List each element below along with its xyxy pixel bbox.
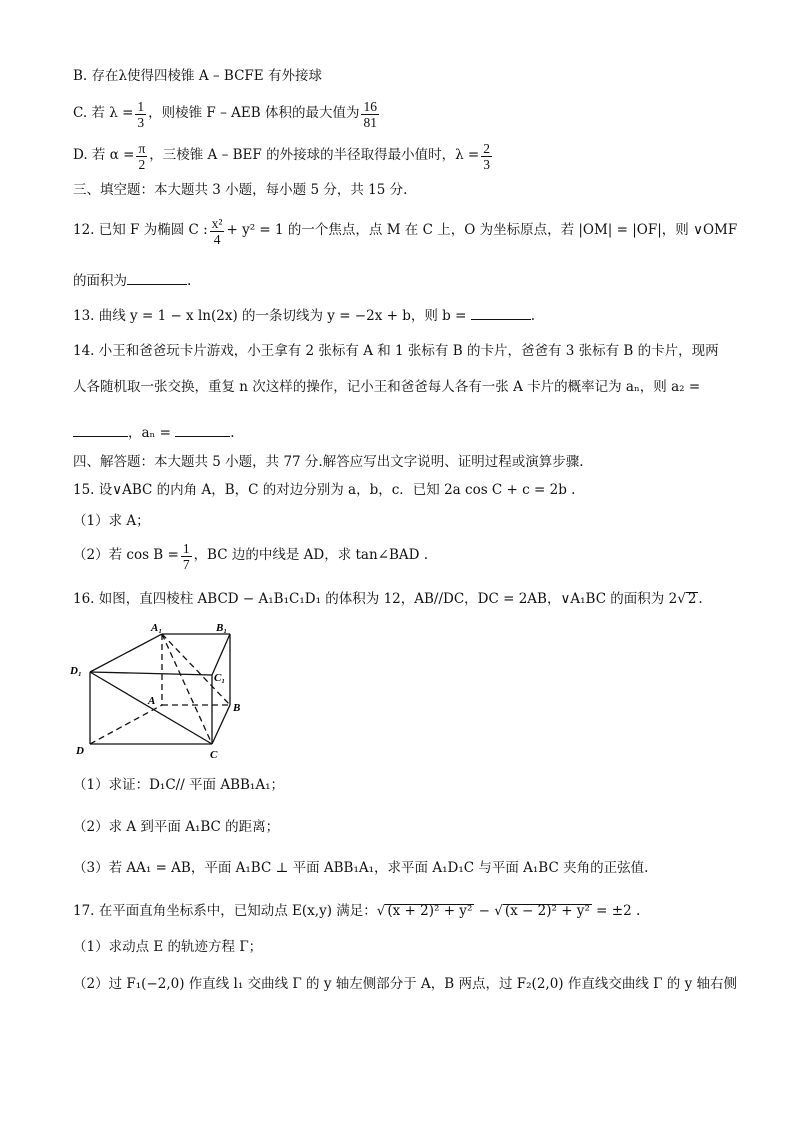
frac-num: 16 bbox=[363, 98, 377, 114]
edge-b1-c1 bbox=[212, 634, 230, 675]
q12-ellipse-fraction bbox=[210, 216, 225, 247]
label-d1: D₁ bbox=[70, 665, 82, 677]
label-d: D bbox=[76, 745, 84, 757]
q14-line3-mid: ，aₙ = bbox=[128, 425, 176, 441]
q15-sub2-prefix: （2）若 cos B = bbox=[73, 547, 179, 564]
label-a: A bbox=[148, 695, 156, 707]
edge-d1-c1 bbox=[90, 672, 212, 675]
frac-den: 3 bbox=[483, 156, 490, 172]
q11d-prefix: D. 若 α = bbox=[73, 147, 135, 164]
q11d-alpha-fraction bbox=[136, 141, 147, 172]
q15-cosb-fraction bbox=[181, 541, 192, 572]
frac-den: 7 bbox=[182, 556, 190, 572]
q17-sub2: （2）过 F₁(−2,0) 作直线 l₁ 交曲线 Γ 的 y 轴左侧部分于 A，B 两点，过 F₂(2,0) 作直线交曲线 Γ 的 y 轴右侧 bbox=[73, 976, 738, 992]
q11c-mid: ，则棱锥 F – AEB 体积的最大值为 bbox=[148, 105, 360, 122]
q14-line3: ，aₙ = . bbox=[73, 424, 235, 441]
frac-num: 1 bbox=[182, 540, 190, 556]
q12-part2: + y² = 1 的一个焦点，点 M 在 C 上，O 为坐标原点，若 |OM| = |OF|，则 ∨OMF bbox=[226, 222, 738, 239]
frac-den: 2 bbox=[138, 156, 146, 172]
label-b1: B₁ bbox=[216, 622, 228, 634]
q14-line2: 人各随机取一张交换，重复 n 次这样的操作，记小王和爸爸每人各有一张 A 卡片的概率记为 aₙ，则 a₂ = bbox=[73, 379, 701, 395]
q16-sub1: （1）求证：D₁C// 平面 ABB₁A₁； bbox=[73, 777, 284, 793]
label-c1: C₁ bbox=[214, 672, 226, 684]
q16-stem-end: . bbox=[698, 591, 703, 607]
q15-sub2 bbox=[73, 538, 428, 574]
q15-sub1: （1）求 A； bbox=[73, 513, 150, 529]
q12-stem bbox=[73, 213, 737, 249]
prism-figure bbox=[66, 616, 246, 766]
section-3-heading: 三、填空题：本大题共 3 小题，每小题 5 分，共 15 分. bbox=[73, 182, 408, 198]
q11c-lambda-fraction bbox=[135, 99, 146, 130]
q11c-max-fraction bbox=[361, 99, 379, 130]
q17-sub1: （1）求动点 E 的轨迹方程 Γ； bbox=[73, 939, 263, 955]
frac-num: π bbox=[138, 140, 146, 156]
q17-minus: − bbox=[474, 903, 495, 919]
hidden-segment-a1-c bbox=[162, 634, 212, 744]
frac-den: 81 bbox=[363, 114, 377, 130]
q17-sqrt2: (x − 2)² + y² bbox=[504, 903, 590, 919]
q16-stem-prefix: 16. 如图，直四棱柱 ABCD − A₁B₁C₁D₁ 的体积为 12，AB//DC，DC = 2AB，∨A₁BC 的面积为 2 bbox=[73, 591, 678, 607]
q15-stem: 15. 设∨ABC 的内角 A，B，C 的对边分别为 a，b，c．已知 2a cos C + c = 2b . bbox=[73, 482, 576, 498]
q17-stem: 17. 在平面直角坐标系中，已知动点 E(x,y) 满足：√ (x + 2)² + y² − √ (x − 2)² + y² = ±2 . bbox=[73, 903, 641, 919]
q11d-mid: ，三棱锥 A – BEF 的外接球的半径取得最小值时，λ = bbox=[149, 147, 480, 164]
label-a1: A₁ bbox=[151, 622, 163, 634]
label-b: B bbox=[233, 702, 241, 714]
q12-part1: 12. 已知 F 为椭圆 C : bbox=[73, 222, 208, 239]
q12-line2-text: 的面积为 bbox=[73, 273, 127, 289]
q14-line1: 14. 小王和爸爸玩卡片游戏，小王拿有 2 张标有 A 和 1 张标有 B 的卡片，爸爸有 3 张标有 B 的卡片，现两 bbox=[73, 343, 719, 359]
q16-sub3: （3）若 AA₁ = AB，平面 A₁BC ⊥ 平面 ABB₁A₁，求平面 A₁D₁C 与平面 A₁BC 夹角的正弦值. bbox=[73, 860, 649, 876]
q16-sub2: （2）求 A 到平面 A₁BC 的距离； bbox=[73, 819, 280, 835]
edge-c-b bbox=[212, 705, 230, 744]
q11d-lambda-fraction bbox=[481, 141, 492, 172]
answer-blank bbox=[175, 424, 230, 437]
segment-d1-c bbox=[90, 672, 212, 744]
frac-den: 4 bbox=[213, 231, 221, 247]
q17-sqrt1: (x + 2)² + y² bbox=[387, 903, 473, 919]
edge-d1-a1 bbox=[90, 634, 162, 672]
answer-blank bbox=[127, 272, 187, 285]
section-4-heading: 四、解答题：本大题共 5 小题，共 77 分.解答应写出文字说明、证明过程或演算步骤. bbox=[73, 454, 584, 470]
q12-line2: 的面积为 . bbox=[73, 273, 192, 289]
q17-stem-prefix: 17. 在平面直角坐标系中，已知动点 E(x,y) 满足： bbox=[73, 903, 377, 919]
answer-blank bbox=[471, 307, 531, 320]
q15-sub2-rest: ，BC 边的中线是 AD，求 tan∠BAD . bbox=[193, 547, 429, 564]
q11-option-c bbox=[73, 96, 381, 132]
frac-den: 3 bbox=[137, 114, 145, 130]
frac-num: 1 bbox=[137, 98, 145, 114]
q13-text: 13. 曲线 y = 1 − x ln(2x) 的一条切线为 y = −2x + b，则 b = bbox=[73, 308, 471, 324]
hidden-segment-a1-b bbox=[162, 634, 230, 705]
frac-num: 2 bbox=[483, 140, 490, 156]
answer-blank bbox=[73, 424, 128, 437]
frac-num: x² bbox=[211, 215, 223, 231]
hidden-edge-d-a bbox=[90, 705, 162, 744]
q11-option-b: B. 存在λ使得四棱锥 A – BCFE 有外接球 bbox=[73, 68, 322, 84]
q13: 13. 曲线 y = 1 − x ln(2x) 的一条切线为 y = −2x + b，则 b = . bbox=[73, 308, 535, 324]
q17-stem-end: = ±2 . bbox=[591, 903, 641, 919]
q11-option-d bbox=[73, 138, 494, 174]
q11c-prefix: C. 若 λ = bbox=[73, 105, 134, 122]
q16-sqrt: 2 bbox=[687, 591, 697, 607]
label-c: C bbox=[210, 749, 218, 761]
q16-stem: 16. 如图，直四棱柱 ABCD − A₁B₁C₁D₁ 的体积为 12，AB//DC，DC = 2AB，∨A₁BC 的面积为 2√ 2 . bbox=[73, 591, 703, 607]
